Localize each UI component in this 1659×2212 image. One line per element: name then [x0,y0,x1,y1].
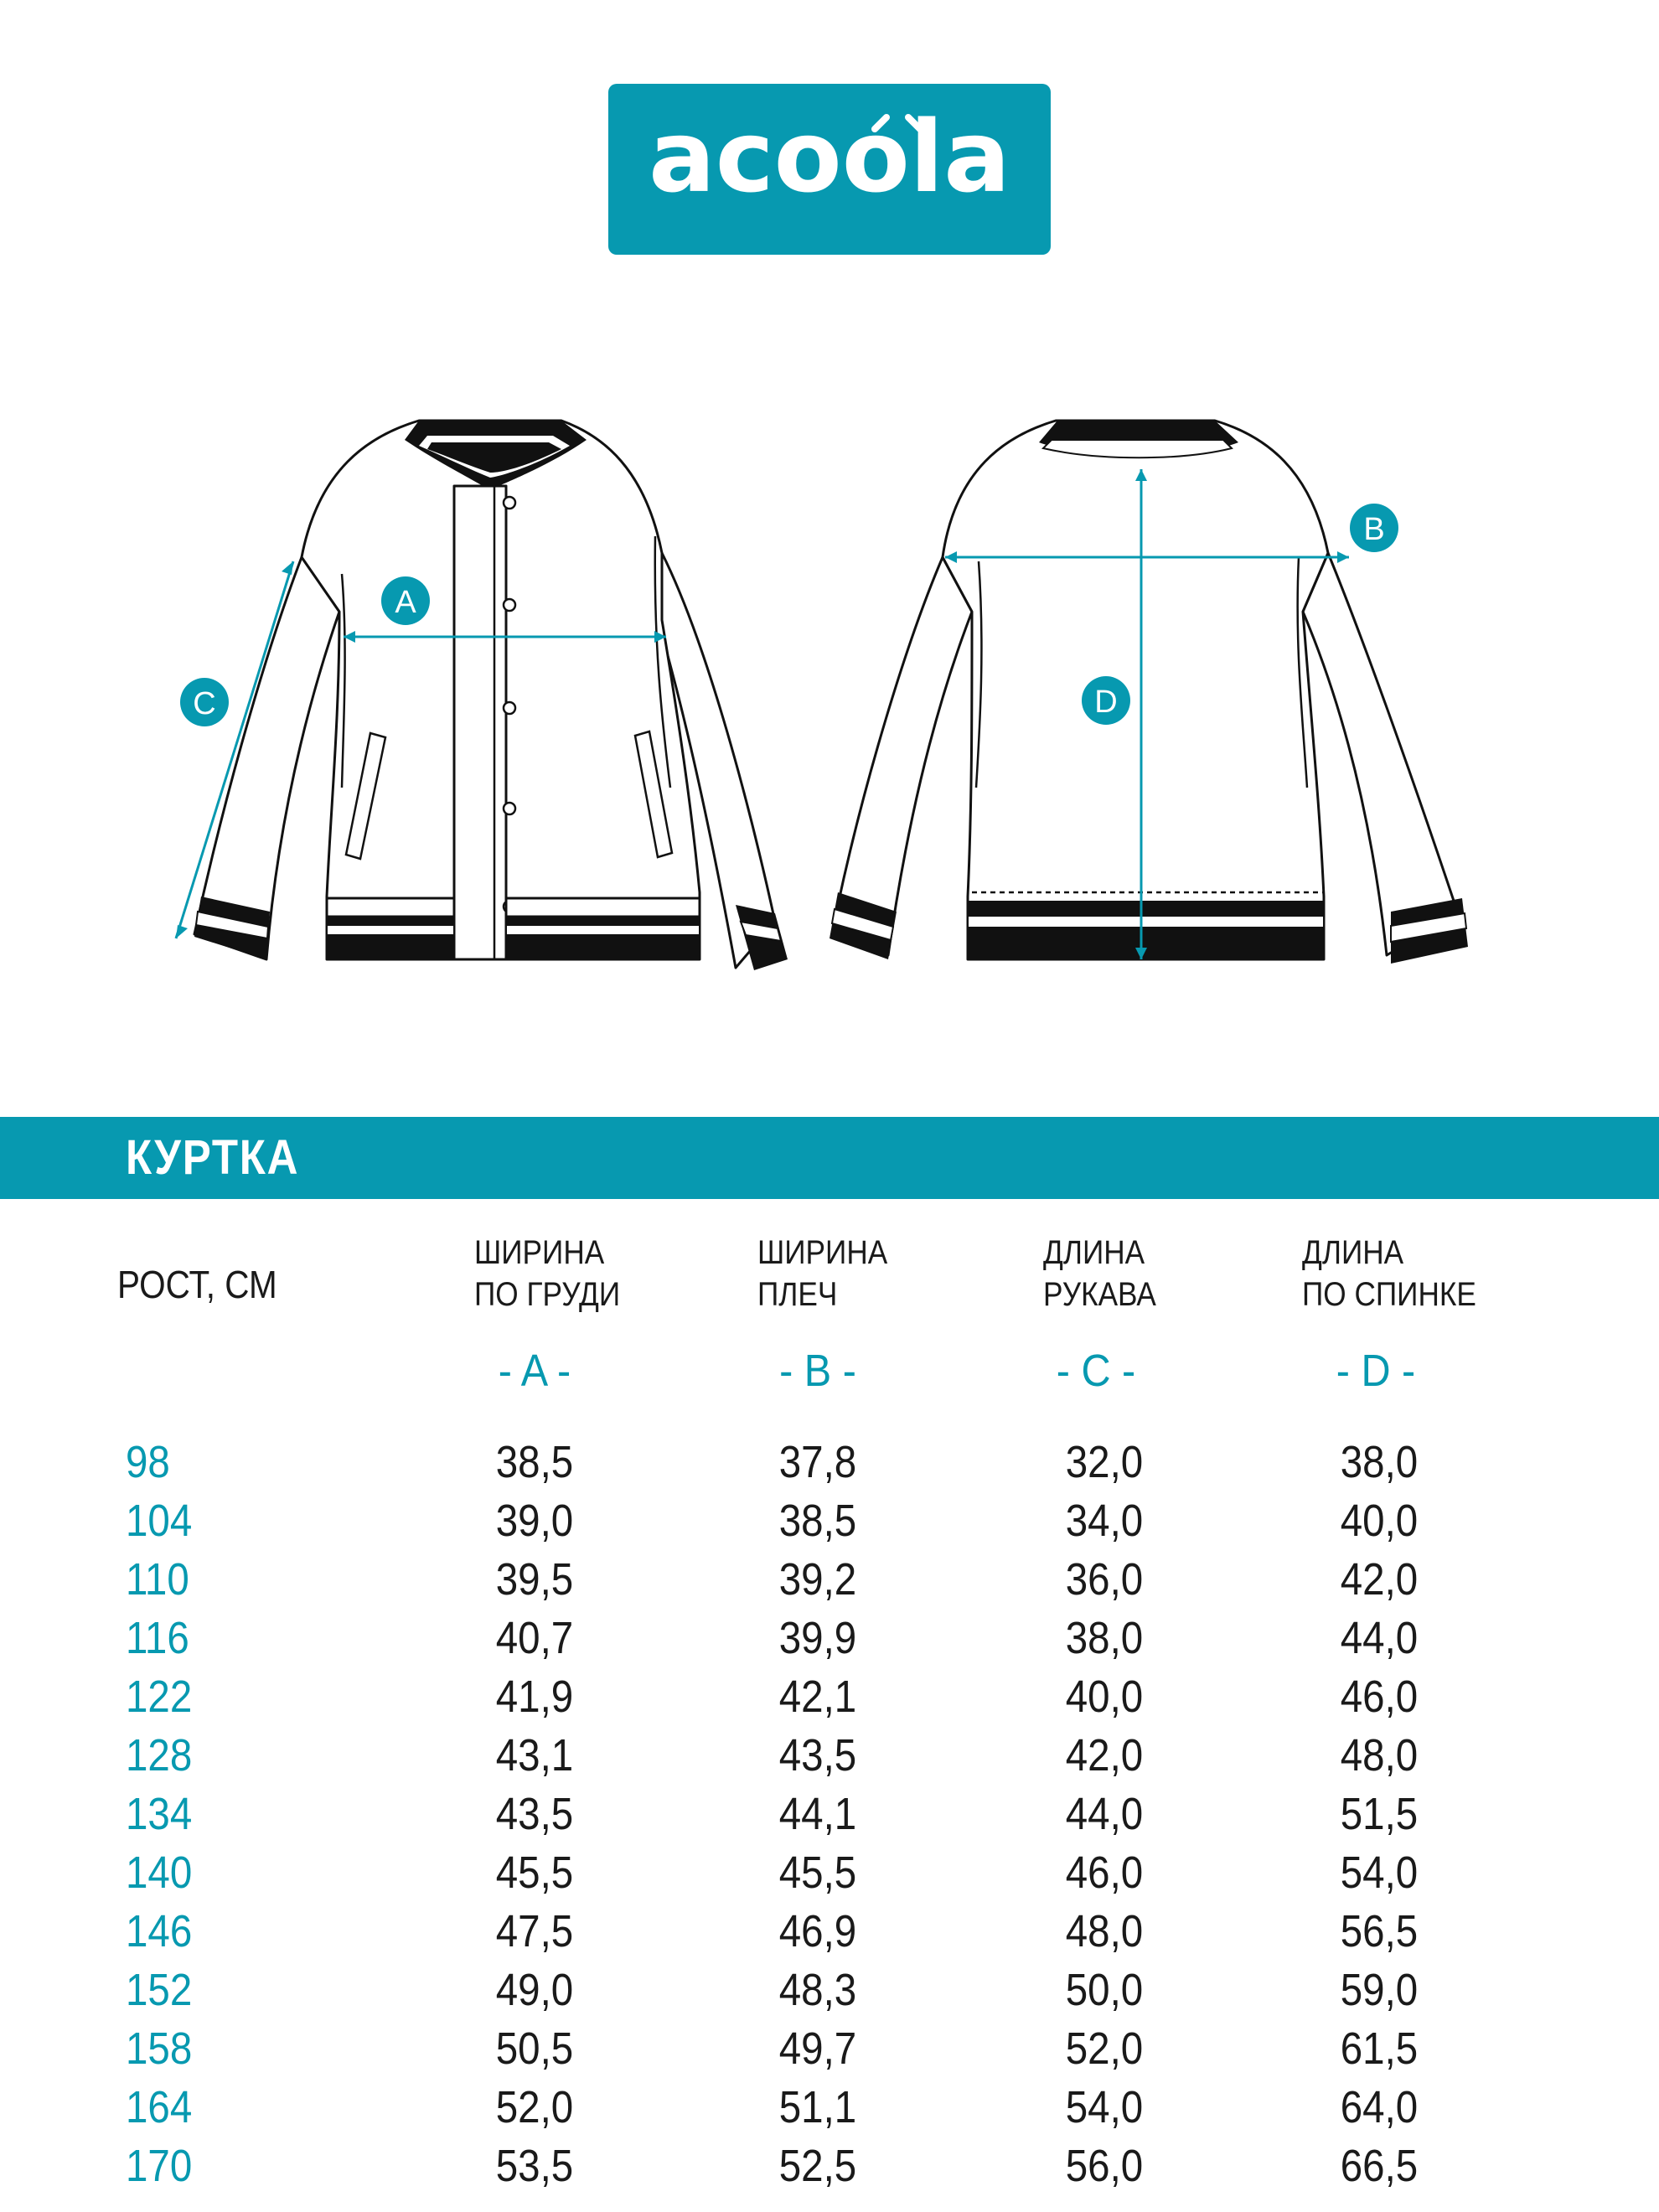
row-a: 45,5 [495,1848,574,1898]
row-c: 50,0 [1065,1965,1144,2015]
row-size: 98 [126,1437,170,1487]
row-size: 104 [126,1496,193,1546]
col-d-header [1302,1232,1476,1315]
row-a: 49,0 [495,1965,574,2015]
size-header: РОСТ, СМ [117,1263,277,1306]
table-row [0,1843,1659,1902]
row-a: 38,5 [495,1437,574,1487]
row-b: 43,5 [778,1730,857,1780]
row-a: 47,5 [495,1906,574,1956]
row-b: 44,1 [778,1789,857,1839]
col-b-header [757,1232,887,1315]
row-d: 46,0 [1340,1672,1419,1722]
logo-mark [608,84,1051,255]
logo-wordmark: acoola [649,99,1010,214]
row-c: 34,0 [1065,1496,1144,1546]
section-title: КУРТКА [126,1130,300,1185]
badge-b [1350,504,1398,552]
row-b: 42,1 [778,1672,857,1722]
row-c: 56,0 [1065,2141,1144,2191]
row-d: 38,0 [1340,1437,1419,1487]
col-b-header-line1: ШИРИНА [757,1234,888,1271]
col-b-header-line2: ПЛЕЧ [757,1276,838,1313]
badge-d [1082,676,1130,725]
row-size: 116 [126,1613,189,1663]
table-row [0,1667,1659,1726]
row-size: 110 [126,1554,189,1605]
row-c: 46,0 [1065,1848,1144,1898]
row-c: 44,0 [1065,1789,1144,1839]
front-placket [454,486,506,959]
row-size: 140 [126,1848,193,1898]
col-b-code: - B - [779,1346,856,1396]
row-size: 158 [126,2023,193,2074]
row-a: 43,5 [495,1789,574,1839]
row-size: 170 [126,2141,193,2191]
col-c-code: - C - [1056,1346,1136,1396]
row-c: 40,0 [1065,1672,1144,1722]
col-d-code: - D - [1336,1346,1416,1396]
row-a: 40,7 [495,1613,574,1663]
table-row [0,2137,1659,2195]
table-row [0,1961,1659,2019]
row-c: 54,0 [1065,2082,1144,2132]
col-c-header-line1: ДЛИНА [1043,1234,1145,1271]
badge-d-label: D [1094,685,1118,720]
row-c: 48,0 [1065,1906,1144,1956]
row-size: 146 [126,1906,193,1956]
badge-c [180,678,229,726]
row-b: 46,9 [778,1906,857,1956]
table-row [0,1902,1659,1961]
badge-a [381,576,430,625]
row-c: 32,0 [1065,1437,1144,1487]
row-b: 52,5 [778,2141,857,2191]
row-d: 48,0 [1340,1730,1419,1780]
row-c: 36,0 [1065,1554,1144,1605]
table-row [0,1785,1659,1843]
brand-logo [608,84,1051,255]
row-a: 39,5 [495,1554,574,1605]
row-size: 128 [126,1730,193,1780]
row-d: 56,5 [1340,1906,1419,1956]
badge-b-label: B [1363,512,1385,547]
row-d: 44,0 [1340,1613,1419,1663]
row-d: 51,5 [1340,1789,1419,1839]
front-hem-rib [327,898,700,959]
jacket-diagram [0,369,1659,1005]
row-c: 42,0 [1065,1730,1144,1780]
table-row [0,1609,1659,1667]
col-d-header-line1: ДЛИНА [1302,1234,1404,1271]
col-c-header-line2: РУКАВА [1043,1276,1156,1313]
table-row [0,1491,1659,1550]
col-a-header-line2: ПО ГРУДИ [474,1276,621,1313]
row-d: 61,5 [1340,2023,1419,2074]
row-b: 51,1 [778,2082,857,2132]
row-d: 66,5 [1340,2141,1419,2191]
table-row [0,1433,1659,1491]
row-c: 52,0 [1065,2023,1144,2074]
row-size: 134 [126,1789,193,1839]
back-right-sleeve [1303,553,1458,955]
badge-c-label: C [193,686,216,721]
row-d: 54,0 [1340,1848,1419,1898]
row-a: 41,9 [495,1672,574,1722]
col-d-header-line2: ПО СПИНКЕ [1302,1276,1476,1313]
row-b: 39,9 [778,1613,857,1663]
table-row [0,1726,1659,1785]
table-row [0,2019,1659,2078]
jacket-front [194,421,788,970]
row-b: 45,5 [778,1848,857,1898]
row-d: 64,0 [1340,2082,1419,2132]
col-a-header [474,1232,620,1315]
row-d: 42,0 [1340,1554,1419,1605]
row-a: 50,5 [495,2023,574,2074]
table-row [0,2078,1659,2137]
row-b: 48,3 [778,1965,857,2015]
row-c: 38,0 [1065,1613,1144,1663]
badge-a-label: A [395,585,416,620]
row-b: 39,2 [778,1554,857,1605]
section-header-band [0,1117,1659,1199]
row-d: 40,0 [1340,1496,1419,1546]
col-c-header [1043,1232,1156,1315]
back-left-sleeve [838,557,972,955]
jacket-back [830,421,1468,964]
row-a: 43,1 [495,1730,574,1780]
table-row [0,1550,1659,1609]
row-d: 59,0 [1340,1965,1419,2015]
row-a: 39,0 [495,1496,574,1546]
col-a-code: - A - [498,1346,571,1396]
row-size: 122 [126,1672,193,1722]
front-left-sleeve [194,557,339,959]
col-a-header-line1: ШИРИНА [474,1234,605,1271]
row-b: 38,5 [778,1496,857,1546]
back-body [943,421,1328,959]
row-a: 53,5 [495,2141,574,2191]
row-a: 52,0 [495,2082,574,2132]
row-size: 152 [126,1965,193,2015]
row-b: 37,8 [778,1437,857,1487]
row-size: 164 [126,2082,193,2132]
row-b: 49,7 [778,2023,857,2074]
